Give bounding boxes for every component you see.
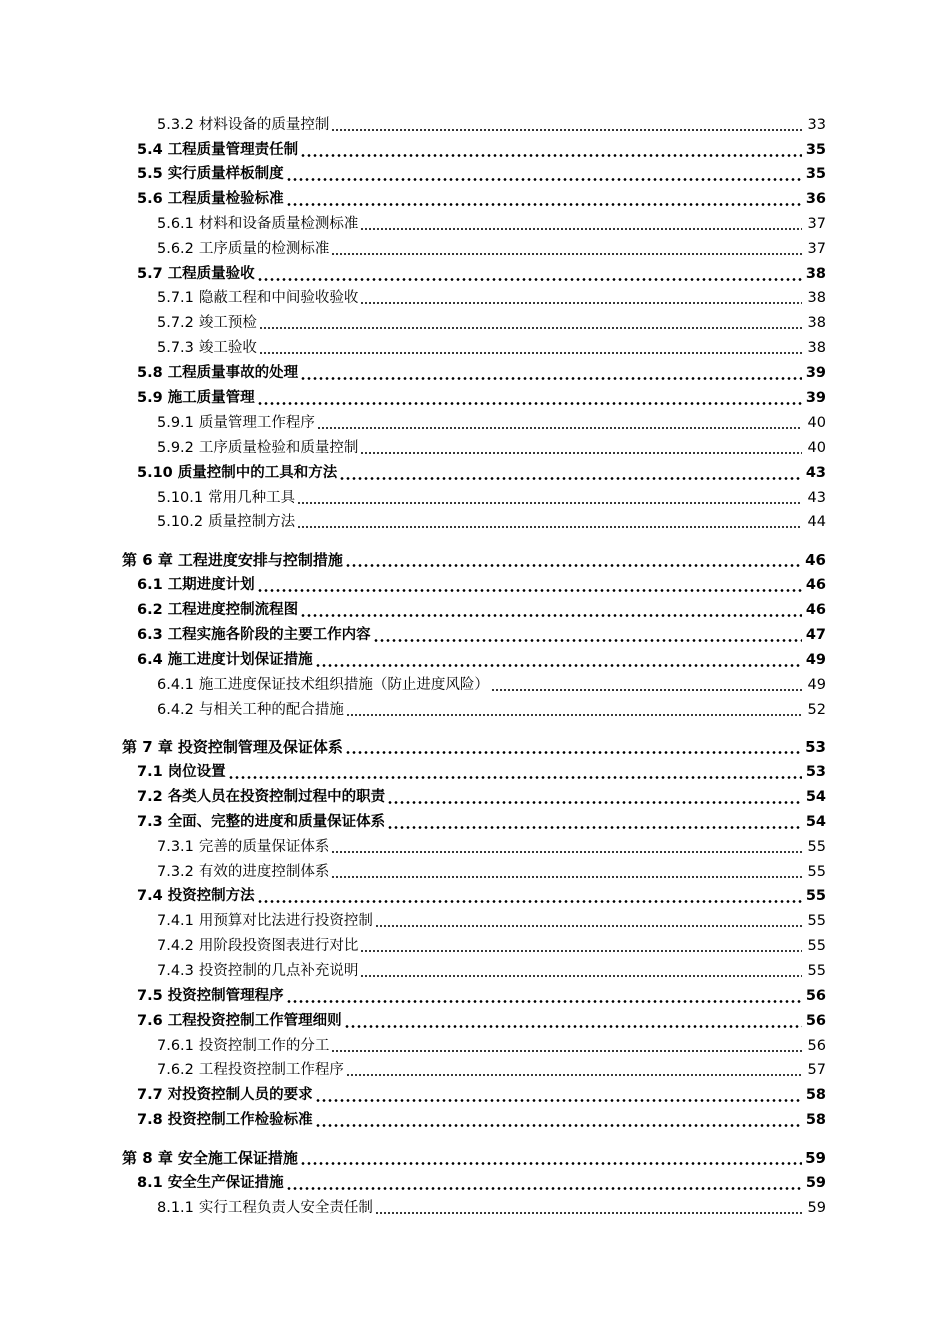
toc-entry-title: 实行质量样板制度 [167,166,284,182]
toc-section-entry[interactable] [137,1171,826,1195]
toc-entry-number: 6.2 [137,602,163,618]
toc-entry-title: 常用几种工具 [208,490,296,506]
dot-leader [259,327,802,329]
dot-leader [360,975,802,977]
dot-leader [344,1025,802,1028]
toc-entry-page: 56 [807,1038,826,1054]
toc-subsection-entry[interactable] [157,1196,826,1220]
toc-subsection-entry[interactable] [157,311,826,335]
toc-entry-title: 材料和设备质量检测标准 [198,216,359,232]
dot-leader [317,427,802,429]
toc-entry-number: 5.7.1 [157,290,194,306]
toc-entry-number: 6.4.1 [157,677,194,693]
dot-leader [339,477,802,480]
toc-entry-number: 5.9.1 [157,415,194,431]
toc-chapter-entry[interactable] [122,735,826,759]
toc-entry-title: 投资控制方法 [167,888,255,904]
dot-leader [257,278,802,281]
dot-leader [315,1124,802,1127]
toc-entry-page: 38 [805,266,826,282]
toc-entry-number: 7.6 [137,1013,163,1029]
toc-entry-title: 与相关工种的配合措施 [198,702,344,718]
toc-section-entry[interactable] [137,1108,826,1132]
toc-entry-number: 5.7 [137,266,163,282]
toc-entry-title: 投资控制工作的分工 [198,1038,330,1054]
toc-entry-number: 5.6.2 [157,241,194,257]
toc-entry-page: 40 [807,440,826,456]
toc-entry-title: 工序质量检验和质量控制 [198,440,359,456]
toc-entry-page: 43 [805,465,826,481]
toc-entry-title: 工程进度安排与控制措施 [177,551,343,569]
dot-leader [257,900,802,903]
dot-leader [360,302,802,304]
toc-entry-page: 37 [807,216,826,232]
toc-entry-number: 8.1.1 [157,1200,194,1216]
toc-section-entry[interactable] [137,984,826,1008]
toc-entry-number: 5.5 [137,166,163,182]
toc-section-entry[interactable] [137,884,826,908]
toc-entry-number: 7.4.1 [157,913,194,929]
toc-entry-title: 工程投资控制工作程序 [198,1062,344,1078]
toc-entry-page: 47 [805,627,826,643]
toc-entry-number: 7.8 [137,1112,163,1128]
toc-section-entry[interactable] [137,361,826,385]
toc-entry-number: 5.7.3 [157,340,194,356]
dot-leader [300,154,802,157]
toc-chapter-entry[interactable] [122,1146,826,1170]
toc-subsection-entry[interactable] [157,336,826,360]
dot-leader [300,1162,802,1165]
dot-leader [228,776,802,779]
toc-section-entry[interactable] [137,785,826,809]
dot-leader [300,377,802,380]
toc-section-entry[interactable] [137,623,826,647]
toc-entry-number: 7.4 [137,888,163,904]
toc-section-entry[interactable] [137,386,826,410]
toc-entry-number: 6.1 [137,577,163,593]
toc-entry-page: 59 [807,1200,826,1216]
dot-leader [346,1074,802,1076]
dot-leader [286,203,802,206]
toc-subsection-entry[interactable] [157,1058,826,1082]
toc-entry-number: 5.6 [137,191,163,207]
toc-entry-page: 38 [807,315,826,331]
toc-chapter-entry[interactable] [122,548,826,572]
toc-entry-number: 7.5 [137,988,163,1004]
toc-entry-title: 工程质量验收 [167,266,255,282]
toc-entry-number: 7.3 [137,814,163,830]
toc-entry-number: 5.6.1 [157,216,194,232]
toc-entry-title: 工程质量管理责任制 [167,142,299,158]
toc-entry-title: 施工进度保证技术组织措施（防止进度风险） [198,677,489,693]
toc-entry-page: 54 [805,814,826,830]
toc-entry-title: 质量控制中的工具和方法 [177,465,338,481]
toc-subsection-entry[interactable] [157,835,826,859]
toc-entry-page: 58 [805,1087,826,1103]
dot-leader [315,1099,802,1102]
toc-entry-number: 5.9 [137,390,163,406]
toc-entry-number: 5.8 [137,365,163,381]
toc-entry-number: 5.10.2 [157,514,204,530]
dot-leader [331,129,802,131]
toc-entry-number: 7.4.2 [157,938,194,954]
dot-leader [360,228,802,230]
toc-entry-title: 投资控制工作检验标准 [167,1112,313,1128]
toc-subsection-entry[interactable] [157,934,826,958]
toc-entry-page: 35 [805,166,826,182]
toc-entry-page: 54 [805,789,826,805]
toc-entry-title: 施工质量管理 [167,390,255,406]
toc-subsection-entry[interactable] [157,673,826,697]
toc-entry-page: 37 [807,241,826,257]
toc-section-entry[interactable] [137,598,826,622]
toc-entry-title: 岗位设置 [167,764,226,780]
toc-entry-number: 6.3 [137,627,163,643]
toc-entry-title: 隐蔽工程和中间验收验收 [198,290,359,306]
toc-entry-title: 安全生产保证措施 [167,1175,284,1191]
toc-section-entry[interactable] [137,810,826,834]
toc-entry-number: 7.4.3 [157,963,194,979]
toc-entry-page: 55 [807,938,826,954]
toc-entry-title: 工程实施各阶段的主要工作内容 [167,627,371,643]
toc-section-entry[interactable] [137,162,826,186]
toc-entry-title: 竣工验收 [198,340,257,356]
toc-entry-page: 40 [807,415,826,431]
toc-entry-page: 55 [807,963,826,979]
toc-entry-title: 安全施工保证措施 [177,1149,298,1167]
toc-entry-page: 53 [805,764,826,780]
toc-entry-page: 56 [805,988,826,1004]
toc-entry-title: 用阶段投资图表进行对比 [198,938,359,954]
toc-entry-page: 56 [805,1013,826,1029]
toc-entry-number: 7.6.2 [157,1062,194,1078]
toc-subsection-entry[interactable] [157,698,826,722]
toc-entry-page: 49 [807,677,826,693]
dot-leader [387,801,802,804]
toc-entry-number: 7.3.2 [157,864,194,880]
toc-entry-page: 39 [805,365,826,381]
toc-subsection-entry[interactable] [157,486,826,510]
toc-entry-page: 53 [805,738,826,756]
toc-entry-number: 第 8 章 [122,1149,173,1167]
dot-leader [360,452,802,454]
toc-entry-title: 竣工预检 [198,315,257,331]
toc-entry-number: 7.6.1 [157,1038,194,1054]
toc-entry-page: 44 [807,514,826,530]
toc-section-entry[interactable] [137,1083,826,1107]
toc-entry-page: 52 [807,702,826,718]
toc-entry-number: 7.1 [137,764,163,780]
toc-entry-number: 5.3.2 [157,117,194,133]
toc-entry-number: 8.1 [137,1175,163,1191]
toc-entry-page: 46 [805,551,826,569]
toc-entry-title: 材料设备的质量控制 [198,117,330,133]
toc-entry-page: 59 [805,1175,826,1191]
toc-entry-title: 施工进度计划保证措施 [167,652,313,668]
toc-subsection-entry[interactable] [157,212,826,236]
toc-entry-number: 6.4.2 [157,702,194,718]
toc-subsection-entry[interactable] [157,286,826,310]
toc-entry-title: 实行工程负责人安全责任制 [198,1200,373,1216]
toc-entry-number: 5.7.2 [157,315,194,331]
dot-leader [491,689,802,691]
toc-entry-title: 工期进度计划 [167,577,255,593]
dot-leader [286,1187,802,1190]
toc-subsection-entry[interactable] [157,959,826,983]
dot-leader [297,526,802,528]
toc-entry-title: 工程质量事故的处理 [167,365,299,381]
toc-entry-page: 46 [805,602,826,618]
toc-section-entry[interactable] [137,573,826,597]
dot-leader [375,925,802,927]
toc-entry-title: 完善的质量保证体系 [198,839,330,855]
dot-leader [297,502,802,504]
toc-subsection-entry[interactable] [157,237,826,261]
toc-entry-title: 投资控制管理及保证体系 [177,738,343,756]
toc-entry-title: 有效的进度控制体系 [198,864,330,880]
toc-section-entry[interactable] [137,262,826,286]
toc-entry-page: 49 [805,652,826,668]
toc-entry-title: 投资控制的几点补充说明 [198,963,359,979]
toc-entry-title: 投资控制管理程序 [167,988,284,1004]
toc-entry-page: 59 [805,1149,826,1167]
toc-entry-title: 工程投资控制工作管理细则 [167,1013,342,1029]
toc-entry-page: 39 [805,390,826,406]
dot-leader [345,564,802,567]
toc-section-entry[interactable] [137,1009,826,1033]
toc-entry-number: 5.4 [137,142,163,158]
dot-leader [346,714,802,716]
toc-entry-number: 7.3.1 [157,839,194,855]
toc-entry-number: 5.10.1 [157,490,204,506]
toc-subsection-entry[interactable] [157,436,826,460]
toc-section-entry[interactable] [137,648,826,672]
toc-entry-page: 58 [805,1112,826,1128]
toc-subsection-entry[interactable] [157,510,826,534]
toc-entry-title: 各类人员在投资控制过程中的职责 [167,789,386,805]
toc-entry-number: 5.10 [137,465,173,481]
dot-leader [257,589,802,592]
toc-entry-title: 全面、完整的进度和质量保证体系 [167,814,386,830]
toc-section-entry[interactable] [137,138,826,162]
toc-entry-page: 38 [807,340,826,356]
dot-leader [331,876,802,878]
toc-entry-page: 55 [807,913,826,929]
dot-leader [387,826,802,829]
toc-entry-page: 55 [805,888,826,904]
toc-entry-title: 用预算对比法进行投资控制 [198,913,373,929]
toc-entry-title: 工序质量的检测标准 [198,241,330,257]
toc-section-entry[interactable] [137,760,826,784]
toc-subsection-entry[interactable] [157,909,826,933]
dot-leader [345,751,802,754]
toc-entry-page: 57 [807,1062,826,1078]
toc-entry-page: 55 [807,839,826,855]
dot-leader [259,352,802,354]
toc-entry-page: 33 [807,117,826,133]
dot-leader [257,402,802,405]
toc-entry-title: 质量控制方法 [208,514,296,530]
toc-entry-number: 5.9.2 [157,440,194,456]
toc-entry-number: 第 7 章 [122,738,173,756]
dot-leader [375,1212,802,1214]
toc-entry-page: 46 [805,577,826,593]
toc-entry-number: 7.2 [137,789,163,805]
toc-subsection-entry[interactable] [157,860,826,884]
dot-leader [315,664,802,667]
toc-entry-page: 38 [807,290,826,306]
dot-leader [300,614,802,617]
dot-leader [331,851,802,853]
toc-entry-page: 55 [807,864,826,880]
toc-section-entry[interactable] [137,461,826,485]
toc-entry-page: 36 [805,191,826,207]
dot-leader [373,639,802,642]
toc-section-entry[interactable] [137,187,826,211]
toc-subsection-entry[interactable] [157,113,826,137]
toc-entry-page: 35 [805,142,826,158]
toc-entry-title: 质量管理工作程序 [198,415,315,431]
toc-entry-number: 7.7 [137,1087,163,1103]
dot-leader [286,1000,802,1003]
toc-subsection-entry[interactable] [157,1034,826,1058]
toc-entry-title: 对投资控制人员的要求 [167,1087,313,1103]
dot-leader [286,178,802,181]
dot-leader [360,950,802,952]
toc-entry-title: 工程进度控制流程图 [167,602,299,618]
toc-entry-number: 第 6 章 [122,551,173,569]
dot-leader [331,253,802,255]
toc-entry-title: 工程质量检验标准 [167,191,284,207]
dot-leader [331,1050,802,1052]
toc-subsection-entry[interactable] [157,411,826,435]
toc-entry-page: 43 [807,490,826,506]
toc-entry-number: 6.4 [137,652,163,668]
